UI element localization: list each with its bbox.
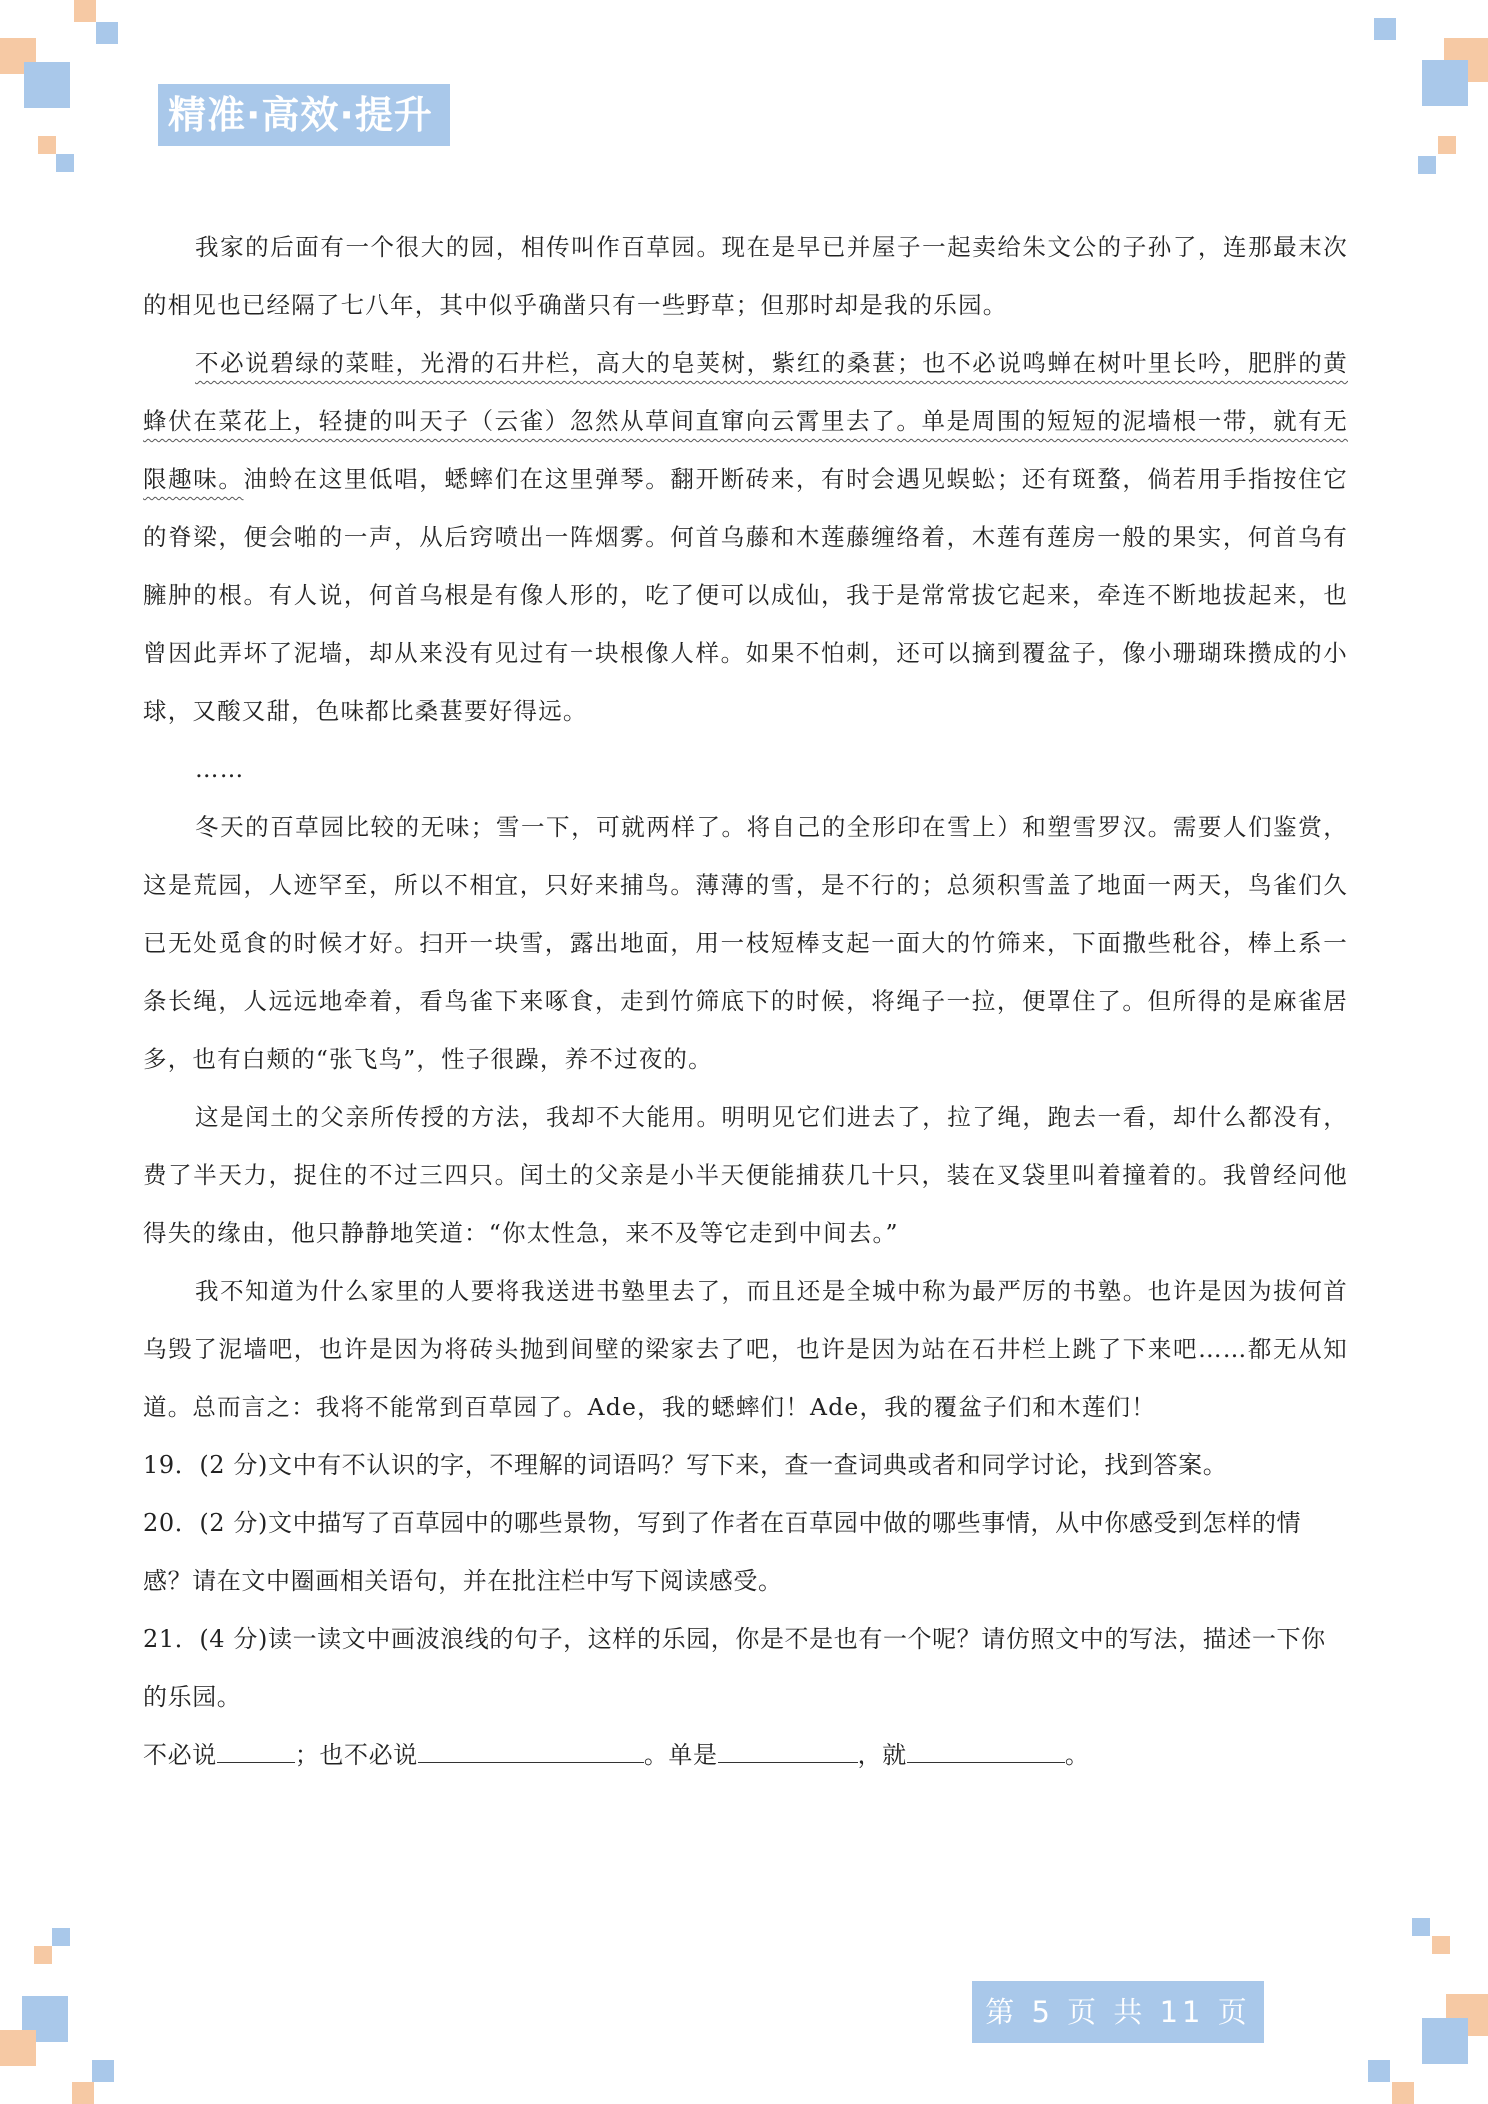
passage-paragraph-3: 冬天的百草园比较的无味；雪一下，可就两样了。将自己的全形印在雪上）和塑雪罗汉。需要人们鉴赏，这是荒园，人迹罕至，所以不相宜，只好来捕鸟。薄薄的雪，是不行的；总须积雪盖了地面一两天，鸟雀们久已无处觅食的时候才好。扫开一块雪，露出地面，用一枝短棒支起一面大的竹筛来，下面撒些秕谷，棒上系一条长绳，人远远地牵着，看鸟雀下来啄食，走到竹筛底下的时候，将绳子一拉，便罩住了。但所得的是麻雀居多，也有白颊的“张飞鸟”，性子很躁，养不过夜的。 bbox=[143, 813, 1348, 1073]
fill-text-3: 。单是 bbox=[643, 1741, 718, 1769]
question-21: 21．(4 分)读一读文中画波浪线的句子，这样的乐园，你是不是也有一个呢？请仿照文中的写法，描述一下你的乐园。 bbox=[143, 1625, 1326, 1711]
reading-passage bbox=[143, 218, 1348, 1784]
passage-paragraph-2-rest: 油蛉在这里低唱，蟋蟀们在这里弹琴。翻开断砖来，有时会遇见蜈蚣；还有斑蝥，倘若用手指按住它的脊梁，便会啪的一声，从后窍喷出一阵烟雾。何首乌藤和木莲藤缠络着，木莲有莲房一般的果实，何首乌有臃肿的根。有人说，何首乌根是有像人形的，吃了便可以成仙，我于是常常拔它起来，牵连不断地拔起来，也曾因此弄坏了泥墙，却从来没有见过有一块根像人样。如果不怕刺，还可以摘到覆盆子，像小珊瑚珠攒成的小球，又酸又甜，色味都比桑葚要好得远。 bbox=[143, 465, 1348, 725]
page-number-badge: 第 5 页 共 11 页 bbox=[972, 1981, 1264, 2043]
wavy-underlined-sentence: 不必说碧绿的菜畦，光滑的石井栏，高大的皂荚树，紫红的桑葚；也不必说鸣蝉在树叶里长吟，肥胖的黄蜂伏在菜花上，轻捷的叫天子（云雀）忽然从草间直窜向云霄里去了。单是周围的短短的泥墙根一带，就有无限趣味。 bbox=[143, 349, 1348, 493]
answer-blank-3[interactable] bbox=[718, 1738, 858, 1763]
passage-ellipsis: …… bbox=[195, 755, 245, 783]
fill-text-4: ，就 bbox=[857, 1741, 907, 1769]
question-19: 19．(2 分)文中有不认识的字，不理解的词语吗？写下来，查一查词典或者和同学讨论，找到答案。 bbox=[143, 1451, 1228, 1479]
passage-paragraph-4: 这是闰土的父亲所传授的方法，我却不大能用。明明见它们进去了，拉了绳，跑去一看，却什么都没有，费了半天力，捉住的不过三四只。闰土的父亲是小半天便能捕获几十只，装在叉袋里叫着撞着的。我曾经问他得失的缘由，他只静静地笑道：“你太性急，来不及等它走到中间去。” bbox=[143, 1103, 1348, 1247]
fill-text-1: 不必说 bbox=[143, 1741, 217, 1769]
question-20: 20．(2 分)文中描写了百草园中的哪些景物，写到了作者在百草园中做的哪些事情，从中你感受到怎样的情感？请在文中圈画相关语句，并在批注栏中写下阅读感受。 bbox=[143, 1509, 1302, 1595]
passage-paragraph-5: 我不知道为什么家里的人要将我送进书塾里去了，而且还是全城中称为最严厉的书塾。也许是因为拔何首乌毁了泥墙吧，也许是因为将砖头抛到间壁的梁家去了吧，也许是因为站在石井栏上跳了下来吧……都无从知道。总而言之：我将不能常到百草园了。Ade，我的蟋蟀们！Ade，我的覆盆子们和木莲们！ bbox=[143, 1277, 1348, 1421]
passage-paragraph-2 bbox=[143, 334, 1348, 740]
passage-paragraph-1: 我家的后面有一个很大的园，相传叫作百草园。现在是早已并屋子一起卖给朱文公的子孙了，连那最末次的相见也已经隔了七八年，其中似乎确凿只有一些野草；但那时却是我的乐园。 bbox=[143, 233, 1348, 319]
answer-blank-1[interactable] bbox=[217, 1738, 295, 1763]
fill-in-sentence bbox=[143, 1726, 1348, 1784]
fill-text-5: 。 bbox=[1064, 1741, 1090, 1769]
header-banner: 精准·高效·提升 bbox=[158, 84, 450, 146]
answer-blank-4[interactable] bbox=[907, 1738, 1065, 1763]
answer-blank-2[interactable] bbox=[418, 1738, 644, 1763]
fill-text-2: ；也不必说 bbox=[294, 1741, 418, 1769]
